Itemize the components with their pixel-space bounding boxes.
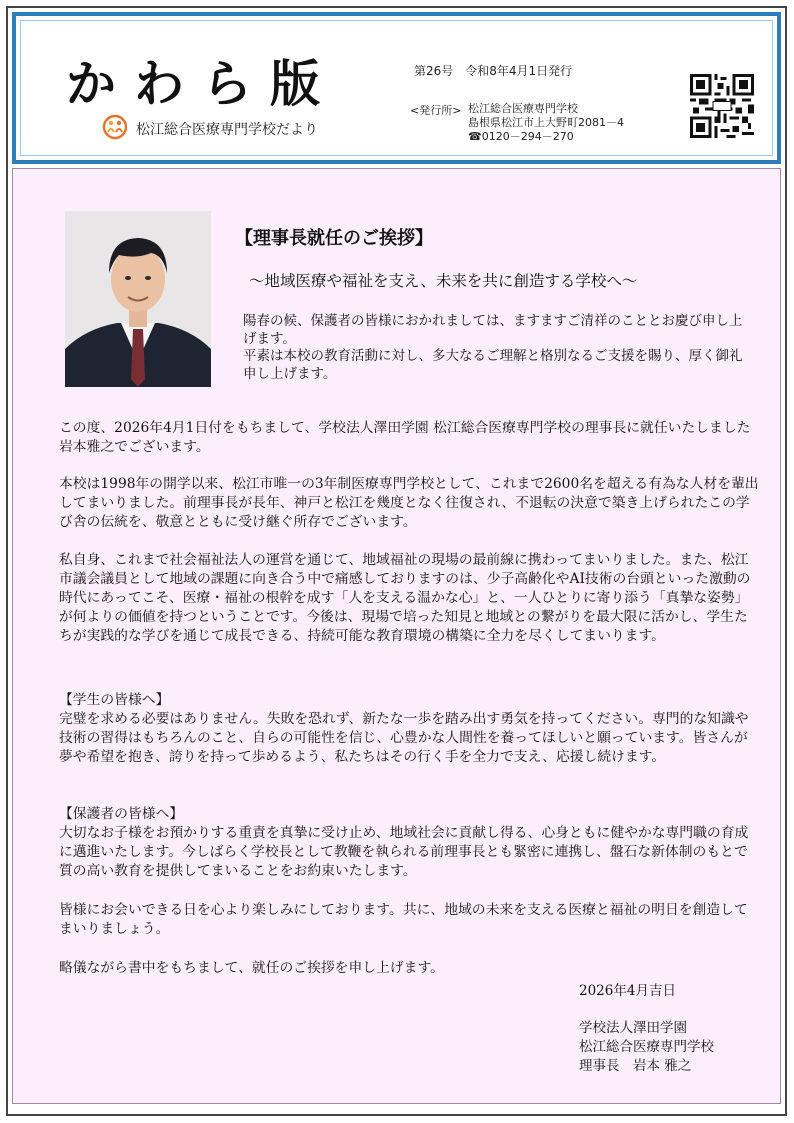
paragraph: 略儀ながら書中をもちまして、就任のご挨拶を申し上げます。 (59, 960, 444, 976)
newsletter-page (6, 6, 787, 1116)
signoff-date: 2026年4月吉日 (579, 983, 676, 999)
signature-name: 理事長 岩本 雅之 (579, 1058, 692, 1074)
paragraph-closing (59, 901, 759, 939)
paragraph-history (59, 475, 759, 532)
publisher-address: 島根県松江市上大野町2081－4 (468, 116, 624, 129)
masthead-title: かわら版 (66, 54, 338, 113)
paragraph: 大切なお子様をお預かりする重責を真摯に受け止め、地域社会に貢献し得る、心身ともに健やかな専門職の育成に邁進いたします。今しばらく学校長として教鞭を執られる前理事長とも緊密に連携し、盤石な新体制のもとで質の高い教育を提供してまいることをお約束いたします。 (59, 825, 749, 879)
signature-school: 松江総合医療専門学校 (579, 1039, 714, 1055)
masthead (12, 12, 781, 164)
paragraph: 本校は1998年の開学以来、松江市唯一の3年制医療専門学校として、これまで2600名を超える有為な人材を輩出してまいりました。前理事長が長年、神戸と松江を幾度となく往復され、不退転の決意で築き上げられたこの学び舎の伝統を、敬意とともに受け継ぐ所存でございます。 (59, 476, 759, 530)
section-title-students: 【学生の皆様へ】 (59, 692, 170, 708)
masthead-subtitle: 松江総合医療専門学校だより (136, 122, 318, 138)
page-subtitle: ～地域医療や福祉を支え、未来を共に創造する学校へ～ (249, 272, 638, 290)
publisher-block (468, 102, 624, 144)
publisher-phone-line (468, 130, 624, 144)
section-title-parents: 【保護者の皆様へ】 (59, 806, 184, 822)
paragraph: 完璧を求める必要はありません。失敗を恐れず、新たな一歩を踏み出す勇気を持ってください。専門的な知識や技術の習得はもちろんのこと、自らの可能性を信じ、心豊かな人間性を養ってほしいと願っています。皆さんが夢や希望を抱き、誇りを持って歩めるよう、私たちはその行く手を全力で支え、応援し続けます。 (59, 711, 749, 765)
section-students (59, 691, 759, 767)
page-title: 【理事長就任のご挨拶】 (235, 228, 433, 249)
issue-info: 第26号 令和8年4月1日発行 (414, 64, 573, 78)
qr-code-icon[interactable] (690, 74, 754, 138)
paragraph-introduction (59, 419, 759, 457)
signature-block (579, 1019, 714, 1076)
school-logo-icon (102, 114, 128, 140)
message-panel (12, 168, 781, 1104)
paragraph-farewell (59, 959, 759, 978)
chairman-portrait (65, 211, 211, 387)
publisher-name: 松江総合医療専門学校 (468, 102, 578, 115)
greeting-text: 陽春の候、保護者の皆様におかれましては、ますますご清祥のこととお慶び申し上げます。 平素は本校の教育活動に対し、多大なるご理解と格別なるご支援を賜り、厚く御礼申し上げます。 (243, 313, 743, 382)
phone-icon: ☎ (468, 130, 482, 143)
paragraph-vision (59, 551, 759, 646)
publisher-phone: 0120－294－270 (481, 130, 574, 143)
paragraph: この度、2026年4月1日付をもちまして、学校法人澤田学園 松江総合医療専門学校の理事長に就任いたしました岩本雅之でございます。 (59, 420, 751, 455)
paragraph: 私自身、これまで社会福祉法人の運営を通じて、地域福祉の現場の最前線に携わってまいりました。また、松江市議会議員として地域の課題に向き合う中で痛感しておりますのは、少子高齢化やAI技術の台頭といった激動の時代にあってこそ、医療・福祉の根幹を成す「人を支える温かな心」と、一人ひとりに寄り添う「真摯な姿勢」が何よりの価値を持つということです。今後は、現場で培った知見と地域との繋がりを最大限に活かし、学生たちが実践的な学びを通じて成長できる、持続可能な教育環境の構築に全力を尽くしてまいります。 (59, 552, 751, 644)
paragraph: 皆様にお会いできる日を心より楽しみにしております。共に、地域の未来を支える医療と福祉の明日を創造してまいりましょう。 (59, 902, 748, 937)
signature-org: 学校法人澤田学園 (579, 1020, 687, 1036)
publisher-label: <発行所> (410, 104, 462, 117)
section-parents (59, 805, 759, 881)
